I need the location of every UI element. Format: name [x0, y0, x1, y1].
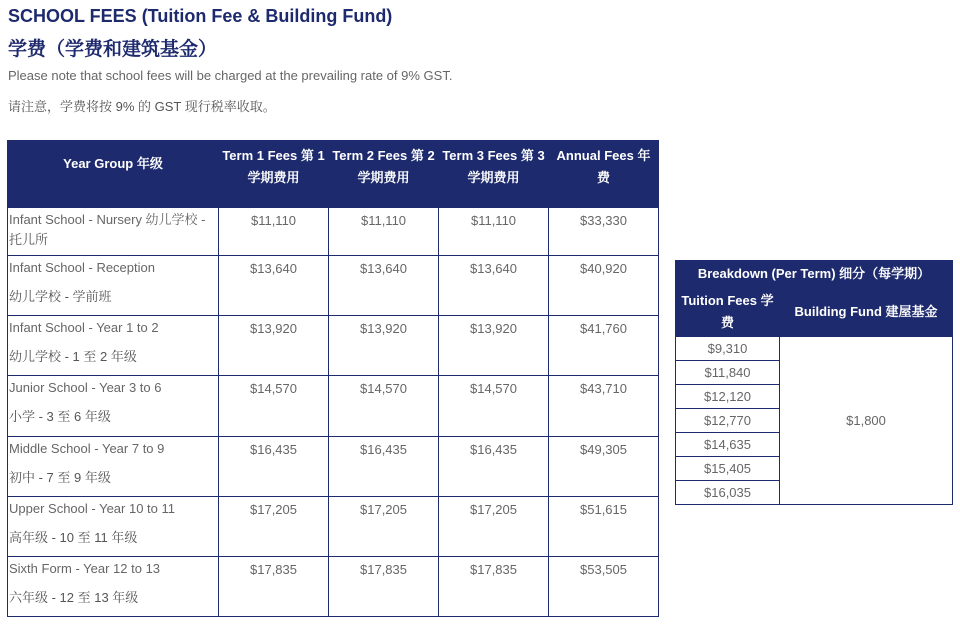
table-row	[8, 376, 659, 437]
annual-fee: $49,305	[549, 437, 659, 497]
header-building-fund: Building Fund 建屋基金	[780, 288, 953, 337]
fees-header-row	[8, 141, 659, 208]
table-row	[8, 557, 659, 617]
term3-fee: $14,570	[439, 376, 549, 437]
breakdown-title: Breakdown (Per Term) 细分（每学期）	[676, 261, 953, 288]
year-group-cell	[8, 208, 219, 256]
table-row	[8, 256, 659, 316]
breakdown-table	[675, 260, 953, 505]
term1-fee: $17,835	[219, 557, 329, 617]
gst-note-chinese: 请注意，学费将按 9% 的 GST 现行税率收取。	[8, 99, 276, 114]
year-group-cell	[8, 437, 219, 497]
year-group-name: Upper School - Year 10 to 11	[9, 501, 175, 516]
term3-fee: $16,435	[439, 437, 549, 497]
year-group-name: Infant School - Reception	[9, 260, 155, 275]
term1-fee: $11,110	[219, 208, 329, 256]
annual-fee: $43,710	[549, 376, 659, 437]
page-title: SCHOOL FEES (Tuition Fee & Building Fund)	[8, 6, 393, 26]
tuition-fee-value: $9,310	[676, 337, 780, 361]
year-group-cell	[8, 497, 219, 557]
annual-fee: $51,615	[549, 497, 659, 557]
annual-fee: $41,760	[549, 316, 659, 376]
term2-fee: $11,110	[329, 208, 439, 256]
term2-fee: $14,570	[329, 376, 439, 437]
year-group-name-chinese: 六年级 - 12 至 13 年级	[9, 590, 139, 605]
term2-fee: $16,435	[329, 437, 439, 497]
page-title-chinese: 学费（学费和建筑基金）	[8, 39, 218, 60]
breakdown-title-row	[676, 261, 953, 288]
year-group-name-chinese: 高年级 - 10 至 11 年级	[9, 530, 138, 545]
header-term2-fees: Term 2 Fees 第 2 学期费用	[329, 141, 439, 208]
tuition-fee-value: $11,840	[676, 361, 780, 385]
year-group-cell	[8, 376, 219, 437]
term3-fee: $11,110	[439, 208, 549, 256]
tuition-fee-value: $14,635	[676, 433, 780, 457]
tuition-fee-value: $12,120	[676, 385, 780, 409]
tuition-fee-value: $16,035	[676, 481, 780, 505]
year-group-cell	[8, 256, 219, 316]
header-year-group: Year Group 年级	[8, 141, 219, 208]
year-group-name: Infant School - Nursery 幼儿学校 -	[9, 212, 206, 227]
term3-fee: $13,920	[439, 316, 549, 376]
year-group-name: Middle School - Year 7 to 9	[9, 441, 165, 456]
header-term3-fees: Term 3 Fees 第 3 学期费用	[439, 141, 549, 208]
term1-fee: $13,920	[219, 316, 329, 376]
year-group-name: Junior School - Year 3 to 6	[9, 380, 162, 395]
term1-fee: $14,570	[219, 376, 329, 437]
building-fund-value: $1,800	[780, 337, 953, 505]
table-row	[8, 208, 659, 256]
header-annual-fees: Annual Fees 年费	[549, 141, 659, 208]
header-tuition-fees: Tuition Fees 学费	[676, 288, 780, 337]
year-group-name: Infant School - Year 1 to 2	[9, 320, 159, 335]
term1-fee: $13,640	[219, 256, 329, 316]
table-row	[8, 437, 659, 497]
year-group-cell	[8, 316, 219, 376]
term3-fee: $13,640	[439, 256, 549, 316]
term3-fee: $17,835	[439, 557, 549, 617]
gst-note: Please note that school fees will be charged at the prevailing rate of 9% GST.	[8, 68, 453, 83]
year-group-name-chinese: 幼儿学校 - 1 至 2 年级	[9, 349, 137, 364]
term3-fee: $17,205	[439, 497, 549, 557]
term2-fee: $17,835	[329, 557, 439, 617]
annual-fee: $53,505	[549, 557, 659, 617]
term2-fee: $13,920	[329, 316, 439, 376]
year-group-name-chinese: 托儿所	[9, 232, 49, 247]
year-group-name-chinese: 初中 - 7 至 9 年级	[9, 470, 111, 485]
year-group-name: Sixth Form - Year 12 to 13	[9, 561, 161, 576]
term2-fee: $17,205	[329, 497, 439, 557]
school-fees-table	[7, 140, 659, 617]
annual-fee: $40,920	[549, 256, 659, 316]
year-group-name-chinese: 幼儿学校 - 学前班	[9, 289, 112, 304]
tuition-fee-value: $12,770	[676, 409, 780, 433]
term2-fee: $13,640	[329, 256, 439, 316]
annual-fee: $33,330	[549, 208, 659, 256]
term1-fee: $16,435	[219, 437, 329, 497]
table-row	[676, 337, 953, 361]
header-term1-fees: Term 1 Fees 第 1 学期费用	[219, 141, 329, 208]
breakdown-header-row	[676, 288, 953, 337]
table-row	[8, 316, 659, 376]
table-row	[8, 497, 659, 557]
tuition-fee-value: $15,405	[676, 457, 780, 481]
term1-fee: $17,205	[219, 497, 329, 557]
year-group-name-chinese: 小学 - 3 至 6 年级	[9, 409, 111, 424]
year-group-cell	[8, 557, 219, 617]
